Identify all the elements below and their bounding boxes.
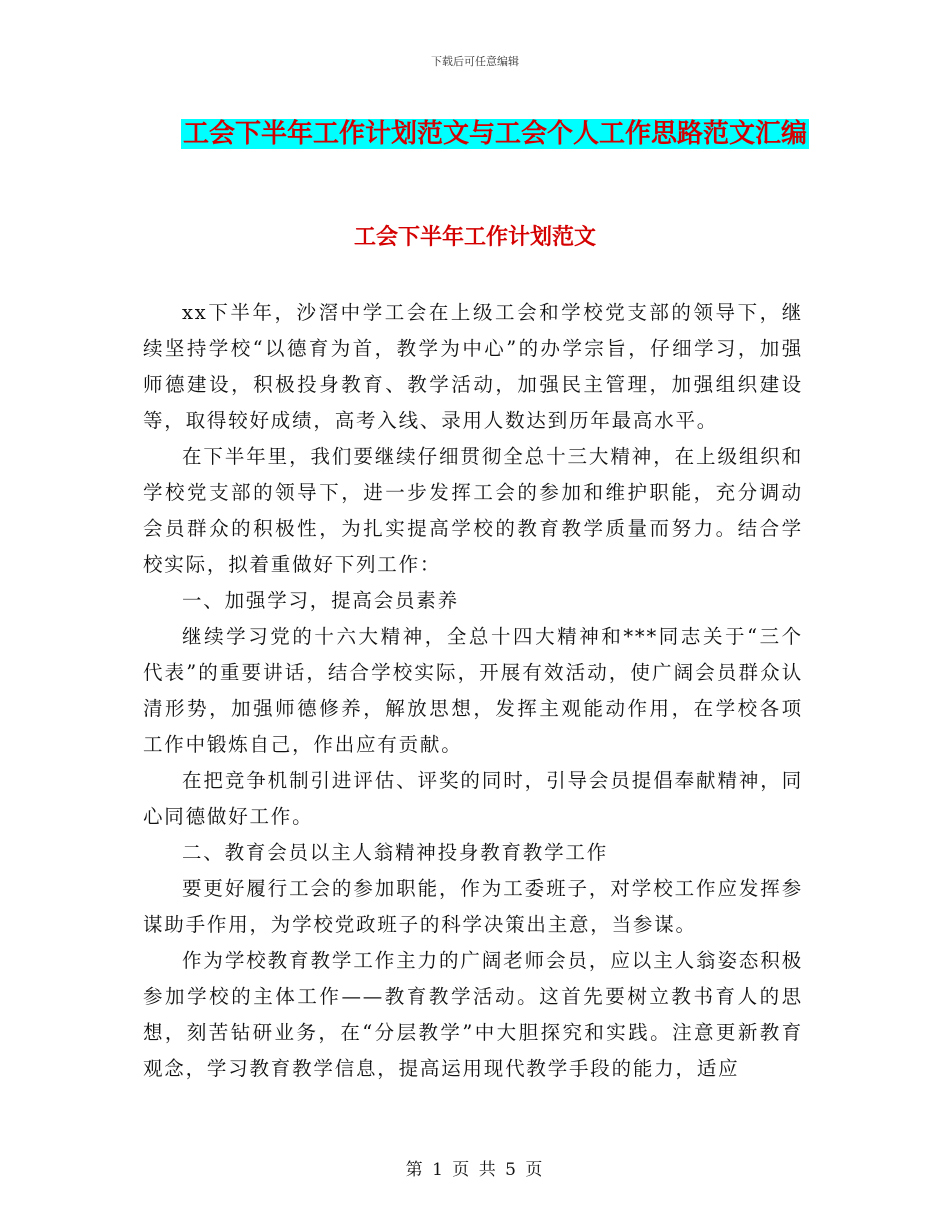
body-paragraph: xx下半年，沙滘中学工会在上级工会和学校党支部的领导下，继续坚持学校“以德育为首，教学为中心”的办学宗旨，仔细学习，加强师德建设，积极投身教育、教学活动，加强民主管理，加强组织建设等，取得较好成绩，高考入线、录用人数达到历年最高水平。	[143, 301, 803, 432]
page-number-footer: 第 1 页 共 5 页	[405, 1160, 545, 1180]
body-paragraph: 在把竞争机制引进评估、评奖的同时，引导会员提倡奉献精神，同心同德做好工作。	[143, 769, 803, 828]
document-title	[150, 110, 840, 158]
body-paragraph: 在下半年里，我们要继续仔细贯彻全总十三大精神，在上级组织和学校党支部的领导下，进一步发挥工会的参加和维护职能，充分调动会员群众的积极性，为扎实提高学校的教育教学质量而努力。结合学校实际，拟着重做好下列工作：	[143, 445, 803, 576]
section-title: 工会下半年工作计划范文	[353, 224, 596, 250]
body-paragraph: 作为学校教育教学工作主力的广阔老师会员，应以主人翁姿态积极参加学校的主体工作——教育教学活动。这首先要树立教书育人的思想，刻苦钻研业务，在“分层教学”中大胆探究和实践。注意更新教育观念，学习教育教学信息，提高运用现代教学手段的能力，适应	[143, 949, 803, 1080]
header-note: 下载后可任意编辑	[431, 55, 519, 68]
document-body	[143, 295, 803, 1087]
document-title-text: 工会下半年工作计划范文与工会个人工作思路范文汇编	[182, 119, 807, 149]
section-heading-2: 二、教育会员以主人翁精神投身教育教学工作	[182, 841, 609, 864]
section-heading-1: 一、加强学习，提高会员素养	[182, 589, 459, 612]
body-paragraph: 要更好履行工会的参加职能，作为工委班子，对学校工作应发挥参谋助手作用，为学校党政班子的科学决策出主意，当参谋。	[143, 877, 803, 936]
body-paragraph: 继续学习党的十六大精神，全总十四大精神和***同志关于“三个代表”的重要讲话，结合学校实际，开展有效活动，使广阔会员群众认清形势，加强师德修养，解放思想，发挥主观能动作用，在学校各项工作中锻炼自己，作出应有贡献。	[143, 625, 803, 756]
